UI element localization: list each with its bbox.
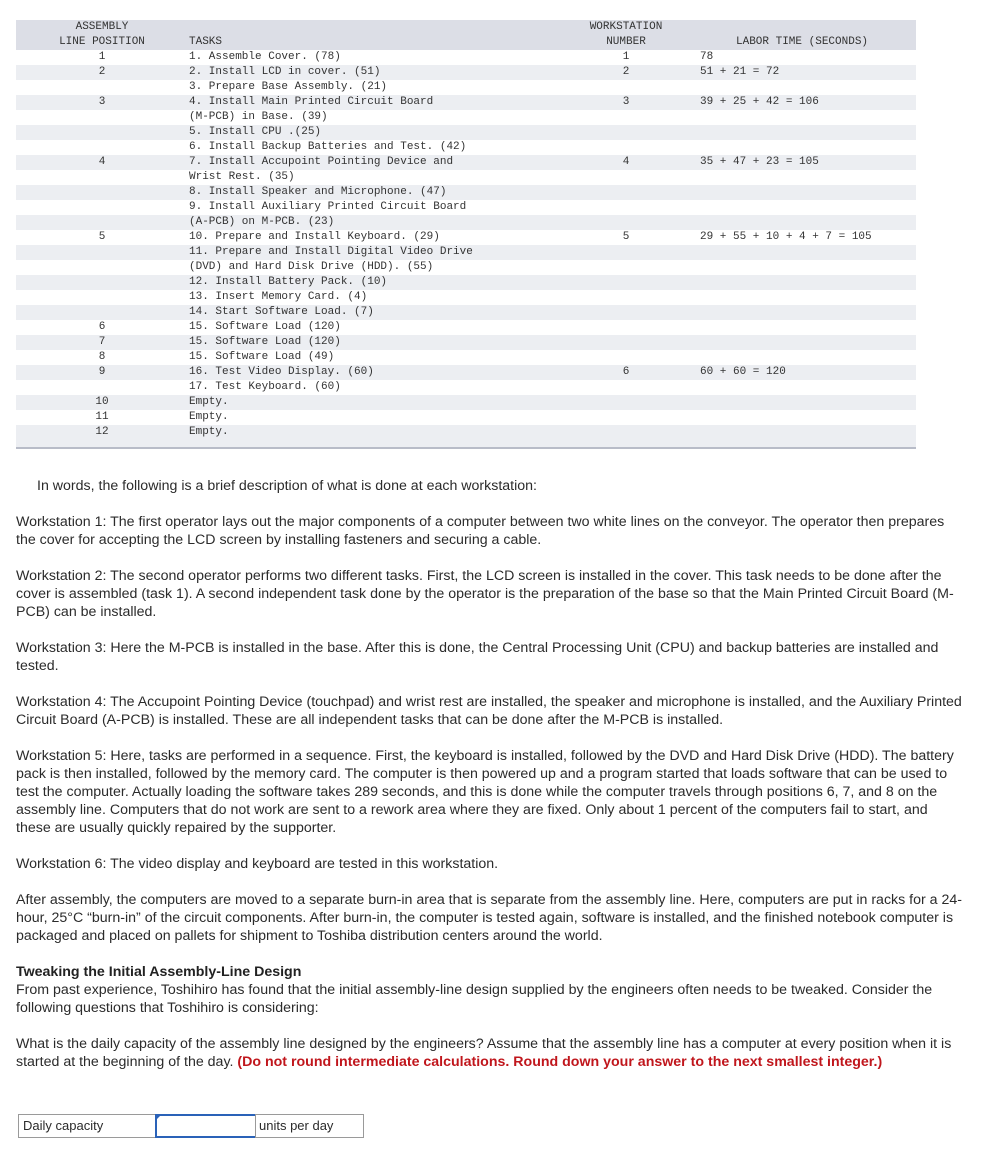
task-cell: 13. Insert Memory Card. (4) (189, 291, 368, 303)
task-cell: 1. Assemble Cover. (78) (189, 51, 341, 63)
table-row (16, 110, 916, 125)
task-cell: 6. Install Backup Batteries and Test. (42) (189, 141, 467, 153)
task-cell: 15. Software Load (120) (189, 336, 341, 348)
task-cell: 7. Install Accupoint Pointing Device and (189, 156, 454, 168)
labor-time-cell: 35 + 47 + 23 = 105 (700, 156, 819, 168)
workstation-2-paragraph: Workstation 2: The second operator performs two different tasks. First, the LCD screen is installed in the cover. This task needs to be done after the cover is assembled (task 1). A second independent task done by the operator is the preparation of the base so that the Main Printed Circuit Board (M-PCB) can be installed. (16, 568, 954, 620)
table-row (16, 305, 916, 320)
position-cell: 2 (98, 66, 106, 78)
table-row (16, 170, 916, 185)
table-row (16, 320, 916, 335)
workstation-cell: 2 (622, 66, 630, 78)
table-row (16, 185, 916, 200)
table-row (16, 65, 916, 80)
daily-capacity-label: Daily capacity (18, 1114, 160, 1138)
position-cell: 11 (95, 411, 109, 423)
table-row (16, 275, 916, 290)
workstation-cell: 6 (622, 366, 630, 378)
question-paragraph (16, 1035, 966, 1071)
task-cell: 12. Install Battery Pack. (10) (189, 276, 388, 288)
table-row (16, 230, 916, 245)
table-row (16, 290, 916, 305)
table-row (16, 395, 916, 410)
table-row (16, 95, 916, 110)
labor-time-cell: 60 + 60 = 120 (700, 366, 786, 378)
position-cell: 12 (95, 426, 109, 438)
task-cell: 5. Install CPU .(25) (189, 126, 322, 138)
table-row (16, 260, 916, 275)
position-cell: 5 (98, 231, 106, 243)
task-cell: Wrist Rest. (35) (189, 171, 295, 183)
question-text: What is the daily capacity of the assembly line designed by the engineers? Assume that the assembly line has a computer at every position when it is started at the beginning of the day. (16, 1036, 952, 1070)
table-row (16, 140, 916, 155)
header-labor-time: LABOR TIME (SECONDS) (736, 36, 869, 48)
workstation-5-paragraph: Workstation 5: Here, tasks are performed in a sequence. First, the keyboard is installed, followed by the DVD and Hard Disk Drive (HDD). The battery pack is then installed, followed by the memory card. The computer is then powered up and a program started that loads software that can be used to test the computer. Actually loading the software takes 289 seconds, and this is done while the computer travels through positions 6, 7, and 8 on the assembly line. Computers that do not work are sent to a rework area where they are fixed. Only about 1 percent of the computers fail to start, and these are usually quickly repaired by the supporter. (16, 748, 954, 836)
task-cell: Empty. (189, 396, 229, 408)
table-row (16, 425, 916, 440)
table-row (16, 335, 916, 350)
position-cell: 1 (98, 51, 106, 63)
task-cell: (M-PCB) in Base. (39) (189, 111, 328, 123)
header-workstation-line2: NUMBER (606, 36, 646, 48)
workstation-cell: 3 (622, 96, 630, 108)
task-cell: (DVD) and Hard Disk Drive (HDD). (55) (189, 261, 434, 273)
table-row (16, 350, 916, 365)
table-bottom-rule (16, 440, 916, 449)
task-cell: 15. Software Load (120) (189, 321, 341, 333)
section-heading: Tweaking the Initial Assembly-Line Design (16, 964, 302, 980)
task-cell: 17. Test Keyboard. (60) (189, 381, 341, 393)
daily-capacity-input[interactable] (155, 1114, 261, 1138)
workstation-1-paragraph: Workstation 1: The first operator lays out the major components of a computer between two white lines on the conveyor. The operator then prepares the cover for accepting the LCD screen by installing fasteners and securing a cable. (16, 514, 945, 548)
task-cell: Empty. (189, 411, 229, 423)
assembly-line-table (16, 20, 916, 449)
header-tasks: TASKS (189, 36, 223, 48)
task-cell: 10. Prepare and Install Keyboard. (29) (189, 231, 440, 243)
workstation-3-paragraph: Workstation 3: Here the M-PCB is installed in the base. After this is done, the Central Processing Unit (CPU) and backup batteries are installed and tested. (16, 640, 939, 674)
answer-row (18, 1114, 364, 1138)
task-cell: (A-PCB) on M-PCB. (23) (189, 216, 335, 228)
table-row (16, 215, 916, 230)
workstation-6-paragraph: Workstation 6: The video display and keyboard are tested in this workstation. (16, 856, 499, 872)
table-row (16, 380, 916, 395)
table-row (16, 50, 916, 65)
task-cell: 16. Test Video Display. (60) (189, 366, 374, 378)
table-row (16, 200, 916, 215)
position-cell: 10 (95, 396, 109, 408)
table-row (16, 80, 916, 95)
task-cell: 8. Install Speaker and Microphone. (47) (189, 186, 447, 198)
table-row (16, 245, 916, 260)
position-cell: 6 (98, 321, 106, 333)
labor-time-cell: 29 + 55 + 10 + 4 + 7 = 105 (700, 231, 872, 243)
workstation-cell: 4 (622, 156, 630, 168)
answer-field-marker-icon (156, 1115, 161, 1120)
position-cell: 4 (98, 156, 106, 168)
task-cell: 2. Install LCD in cover. (51) (189, 66, 381, 78)
task-cell: 15. Software Load (49) (189, 351, 335, 363)
position-cell: 3 (98, 96, 106, 108)
task-cell: 14. Start Software Load. (7) (189, 306, 374, 318)
table-row (16, 155, 916, 170)
task-cell: 4. Install Main Printed Circuit Board (189, 96, 434, 108)
table-row (16, 410, 916, 425)
labor-time-cell: 39 + 25 + 42 = 106 (700, 96, 819, 108)
burn-in-paragraph: After assembly, the computers are moved to a separate burn-in area that is separate from the assembly line. Here, computers are put in racks for a 24-hour, 25°C “burn-in” of the circuit components. After burn-in, the computer is tested again, software is installed, and the finished notebook computer is packaged and placed on pallets for shipment to Toshiba distribution centers around the world. (16, 892, 963, 944)
task-cell: 9. Install Auxiliary Printed Circuit Board (189, 201, 467, 213)
table-header (16, 20, 916, 50)
table-row (16, 365, 916, 380)
workstation-4-paragraph: Workstation 4: The Accupoint Pointing Device (touchpad) and wrist rest are installed, the speaker and microphone is installed, and the Auxiliary Printed Circuit Board (A-PCB) is installed. These are all independent tasks that can be done after the M-PCB is installed. (16, 694, 962, 728)
section-body: From past experience, Toshihiro has found that the initial assembly-line design supplied by the engineers often needs to be tweaked. Consider the following questions that Toshihiro is considering: (16, 982, 933, 1016)
intro-paragraph: In words, the following is a brief description of what is done at each workstation: (37, 478, 537, 494)
workstation-cell: 5 (622, 231, 630, 243)
position-cell: 9 (98, 366, 106, 378)
task-cell: Empty. (189, 426, 229, 438)
table-row (16, 125, 916, 140)
labor-time-cell: 78 (700, 51, 714, 63)
header-workstation-line1: WORKSTATION (589, 21, 663, 33)
header-position-line1: ASSEMBLY (75, 21, 129, 33)
position-cell: 7 (98, 336, 106, 348)
workstation-cell: 1 (622, 51, 630, 63)
units-label: units per day (255, 1114, 364, 1138)
question-instructions: (Do not round intermediate calculations. Round down your answer to the next smallest integer.) (237, 1054, 883, 1070)
labor-time-cell: 51 + 21 = 72 (700, 66, 780, 78)
position-cell: 8 (98, 351, 106, 363)
task-cell: 11. Prepare and Install Digital Video Drive (189, 246, 473, 258)
header-position-line2: LINE POSITION (59, 36, 145, 48)
task-cell: 3. Prepare Base Assembly. (21) (189, 81, 388, 93)
table-body (16, 50, 916, 440)
